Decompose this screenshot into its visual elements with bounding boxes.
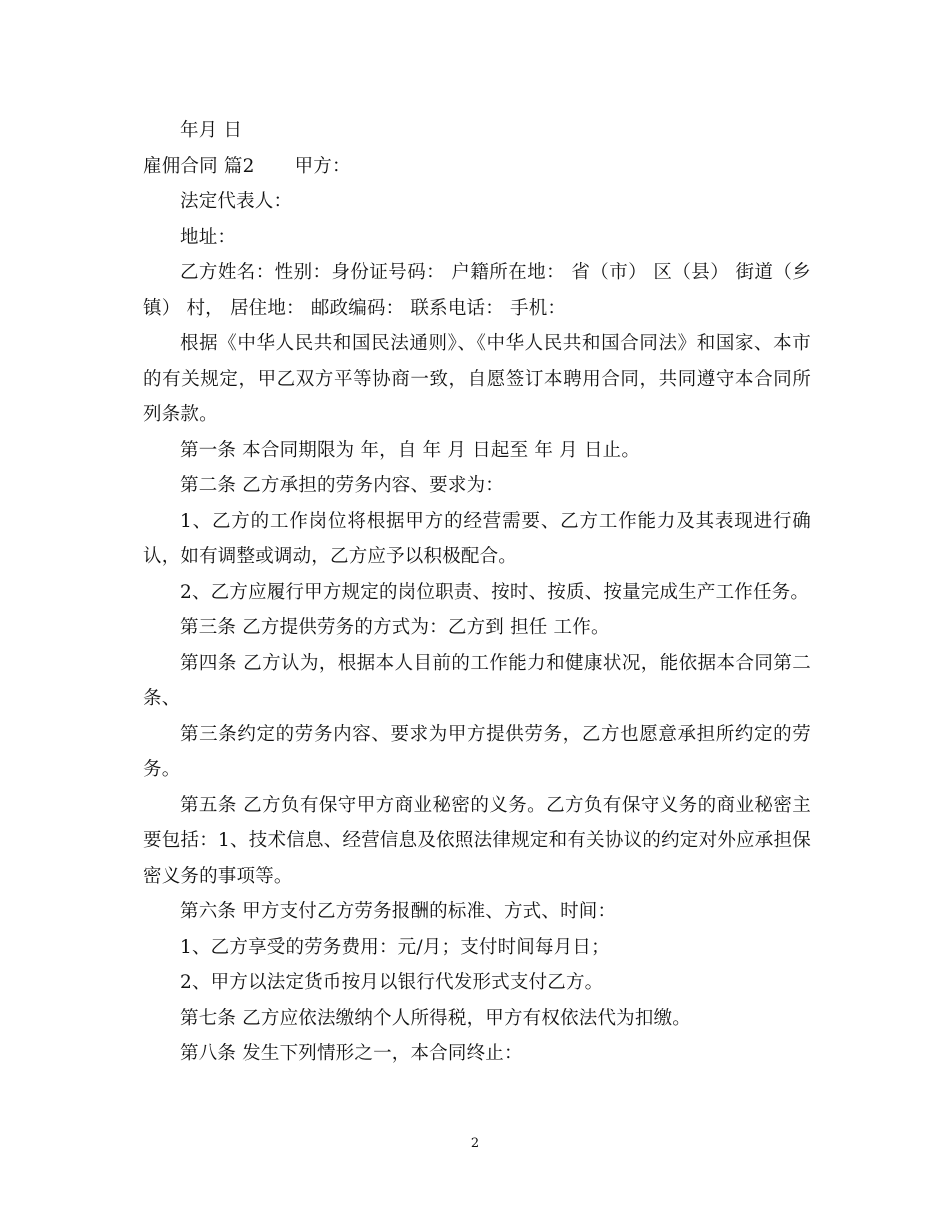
article-1: 第一条 本合同期限为 年，自 年 月 日起至 年 月 日止。 bbox=[180, 439, 641, 461]
article-6: 第六条 甲方支付乙方劳务报酬的标准、方式、时间： bbox=[180, 901, 617, 922]
article-7: 第七条 乙方应依法缴纳个人所得税，甲方有权依法代为扣缴。 bbox=[180, 1007, 691, 1029]
article-2-item-2: 2、乙方应履行甲方规定的岗位职责、按时、按质、按量完成生产工作任务。 bbox=[180, 581, 810, 603]
date-line: 年月 日 bbox=[180, 120, 243, 141]
document-body bbox=[143, 113, 811, 1072]
article-6-item-1: 1、乙方享受的劳务费用：元/月；支付时间每月日； bbox=[180, 936, 610, 958]
article-4-continued: 第三条约定的劳务内容、要求为甲方提供劳务，乙方也愿意承担所约定的劳务。 bbox=[143, 723, 811, 780]
address-line: 地址： bbox=[180, 226, 237, 248]
legal-representative-line: 法定代表人： bbox=[180, 191, 293, 212]
article-2: 第二条 乙方承担的劳务内容、要求为： bbox=[180, 475, 504, 496]
article-2-item-1: 1、乙方的工作岗位将根据甲方的经营需要、乙方工作能力及其表现进行确认，如有调整或调动，乙方应予以积极配合。 bbox=[143, 510, 811, 567]
article-6-item-2: 2、甲方以法定货币按月以银行代发形式支付乙方。 bbox=[180, 972, 604, 993]
article-5: 第五条 乙方负有保守甲方商业秘密的义务。乙方负有保守义务的商业秘密主要包括：1、技术信息、经营信息及依照法律规定和有关协议的约定对外应承担保密义务的事项等。 bbox=[143, 794, 811, 887]
party-a-label: 甲方： bbox=[294, 155, 351, 177]
party-b-info: 乙方姓名：性别：身份证号码： 户籍所在地： 省（市） 区（县） 街道（乡镇） 村， 居住地： 邮政编码： 联系电话： 手机： bbox=[143, 262, 811, 319]
contract-title: 雇佣合同 篇2 bbox=[143, 155, 255, 177]
contract-basis-paragraph: 根据《中华人民共和国民法通则》、《中华人民共和国合同法》和国家、本市的有关规定，甲乙双方平等协商一致，自愿签订本聘用合同，共同遵守本合同所列条款。 bbox=[143, 333, 811, 425]
article-8: 第八条 发生下列情形之一，本合同终止： bbox=[180, 1043, 523, 1064]
article-4: 第四条 乙方认为，根据本人目前的工作能力和健康状况，能依据本合同第二条、 bbox=[143, 652, 811, 709]
contract-heading-line bbox=[143, 149, 811, 185]
page-number: 2 bbox=[470, 1136, 480, 1151]
article-3: 第三条 乙方提供劳务的方式为：乙方到 担任 工作。 bbox=[180, 617, 610, 638]
